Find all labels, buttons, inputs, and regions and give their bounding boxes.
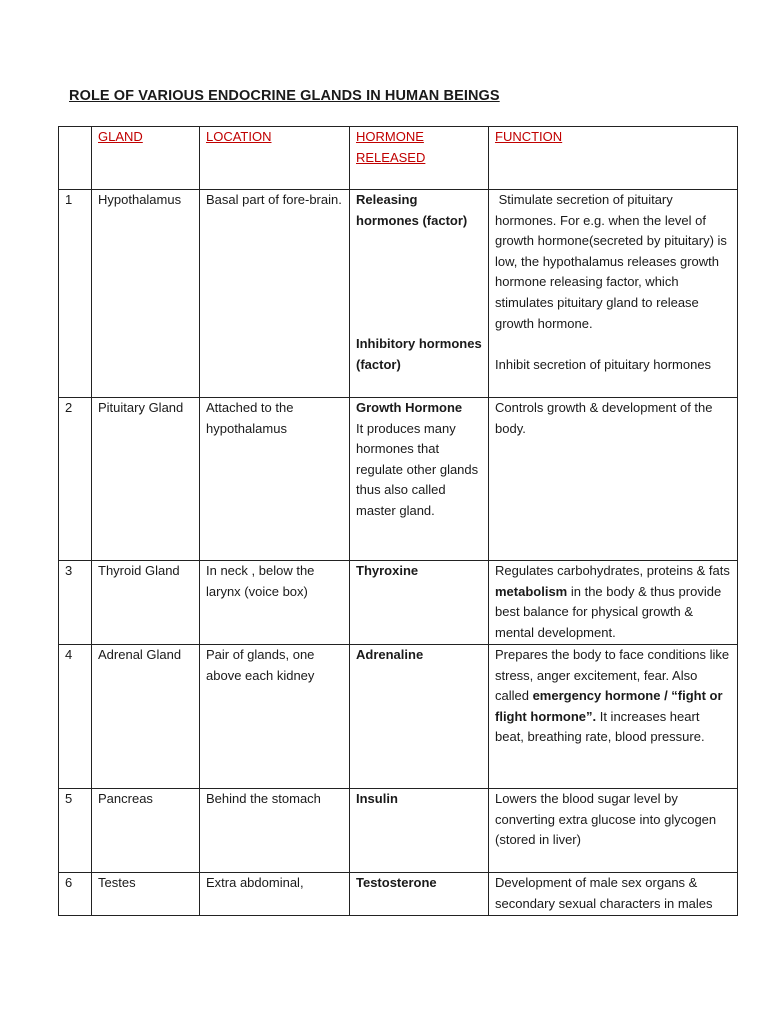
hormone-growth: Growth Hormone — [356, 400, 463, 415]
header-gland-label: GLAND — [98, 129, 143, 144]
table-row — [59, 645, 738, 789]
row-number: 6 — [59, 873, 92, 916]
gland-name: Hypothalamus — [92, 190, 200, 398]
hormone-released — [350, 873, 489, 916]
header-location — [200, 127, 350, 190]
table-row — [59, 873, 738, 916]
hormone-released — [350, 789, 489, 873]
hormone-released — [350, 561, 489, 645]
document-title: ROLE OF VARIOUS ENDOCRINE GLANDS IN HUMAN BEINGS — [69, 88, 500, 104]
gland-location: Basal part of fore-brain. — [200, 190, 350, 398]
header-gland — [92, 127, 200, 190]
gland-name: Thyroid Gland — [92, 561, 200, 645]
function-text-bold: emergency hormone / “fight or flight hormone”. — [495, 688, 723, 724]
function-inhibitory: Inhibit secretion of pituitary hormones — [495, 356, 712, 372]
row-number: 1 — [59, 190, 92, 398]
gland-name: Testes — [92, 873, 200, 916]
gland-name: Pituitary Gland — [92, 398, 200, 561]
function-text-post: in the body & thus provide best balance for physical growth & mental development. — [495, 583, 722, 640]
gland-name: Pancreas — [92, 789, 200, 873]
row-number: 3 — [59, 561, 92, 645]
hormone-name: Thyroxine — [356, 563, 419, 578]
row-number: 4 — [59, 645, 92, 789]
gland-location: Attached to the hypothalamus — [200, 398, 350, 561]
header-function-label: FUNCTION — [495, 129, 563, 144]
header-hormone-line1: HORMONE — [356, 129, 424, 144]
endocrine-glands-table — [58, 126, 738, 916]
hormone-released — [350, 398, 489, 561]
gland-function: Lowers the blood sugar level by converting extra glucose into glycogen (stored in liver) — [489, 789, 738, 873]
table-row — [59, 789, 738, 873]
gland-location: Pair of glands, one above each kidney — [200, 645, 350, 789]
hormone-releasing: Releasing hormones (factor) — [356, 192, 468, 228]
gland-function: Development of male sex organs & secondary sexual characters in males — [489, 873, 738, 916]
hormone-name: Insulin — [356, 791, 398, 806]
function-releasing: Stimulate secretion of pituitary hormones. For e.g. when the level of growth hormone(secreted by pituitary) is low, the hypothalamus releases growth hormone releasing factor, which stimulates pituitary gland to release growth hormone. — [495, 192, 731, 331]
gland-function: Controls growth & development of the body. — [489, 398, 738, 561]
header-location-label: LOCATION — [206, 129, 272, 144]
table-header-row — [59, 127, 738, 190]
gland-function — [489, 190, 738, 398]
hormone-note: It produces many hormones that regulate other glands thus also called master gland. — [356, 420, 479, 518]
function-text-pre: Regulates carbohydrates, proteins & fats — [495, 563, 730, 578]
hormone-released — [350, 645, 489, 789]
hormone-released — [350, 190, 489, 398]
gland-function — [489, 645, 738, 789]
hormone-name: Adrenaline — [356, 647, 424, 662]
table-row — [59, 190, 738, 398]
table-row — [59, 561, 738, 645]
row-number: 5 — [59, 789, 92, 873]
gland-location: Behind the stomach — [200, 789, 350, 873]
gland-location: In neck , below the larynx (voice box) — [200, 561, 350, 645]
header-function — [489, 127, 738, 190]
gland-function — [489, 561, 738, 645]
table-row — [59, 398, 738, 561]
gland-name: Adrenal Gland — [92, 645, 200, 789]
function-text-bold: metabolism — [495, 583, 568, 599]
header-hormone-released — [350, 127, 489, 190]
header-hormone-line2: RELEASED — [356, 149, 426, 165]
hormone-inhibitory: Inhibitory hormones (factor) — [356, 336, 482, 372]
function-text-post: It increases heart beat, breathing rate, blood pressure. — [495, 708, 705, 745]
hormone-name: Testosterone — [356, 875, 437, 890]
gland-location: Extra abdominal, — [200, 873, 350, 916]
row-number: 2 — [59, 398, 92, 561]
header-number — [59, 127, 92, 190]
function-text-pre: Prepares the body to face conditions like stress, anger excitement, fear. Also called — [495, 647, 730, 704]
